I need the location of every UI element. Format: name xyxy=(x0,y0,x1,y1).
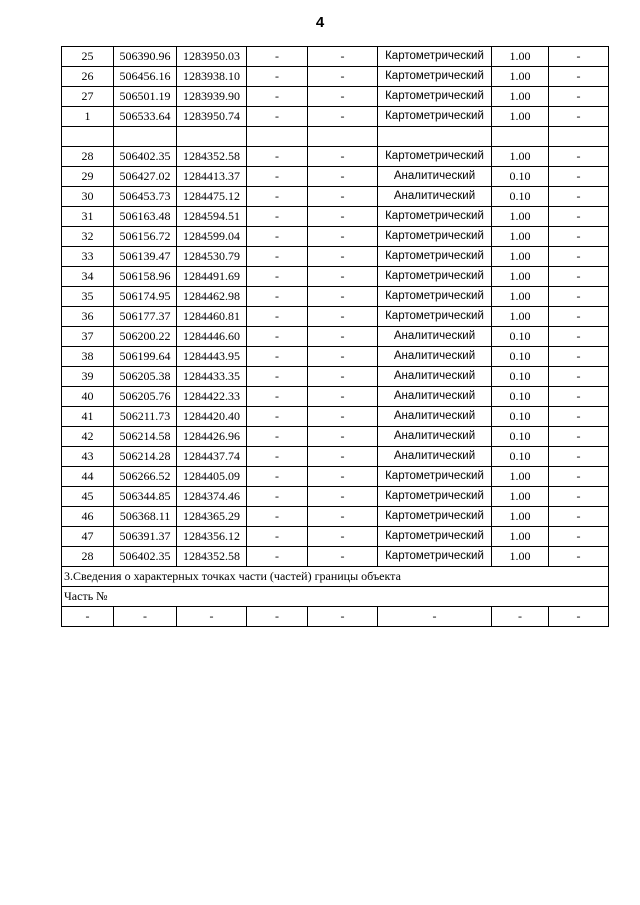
col5-value-cell: - xyxy=(308,227,378,247)
col4-value-cell: - xyxy=(247,207,308,227)
point-number-cell: 28 xyxy=(62,547,114,567)
accuracy-cell: 1.00 xyxy=(492,147,549,167)
x-coordinate-cell: 506402.35 xyxy=(114,147,177,167)
empty-cell xyxy=(378,127,492,147)
col8-value-cell: - xyxy=(549,247,609,267)
col4-value-cell: - xyxy=(247,227,308,247)
method-cell: Картометрический xyxy=(378,287,492,307)
part-label-row xyxy=(62,587,609,607)
accuracy-cell: 1.00 xyxy=(492,247,549,267)
col8-value-cell: - xyxy=(549,367,609,387)
accuracy-cell: 0.10 xyxy=(492,407,549,427)
table-row xyxy=(62,147,609,167)
col5-value-cell: - xyxy=(308,67,378,87)
point-number-cell: 46 xyxy=(62,507,114,527)
method-cell: Картометрический xyxy=(378,547,492,567)
col4-value-cell: - xyxy=(247,327,308,347)
col4-value-cell: - xyxy=(247,187,308,207)
col5-value-cell: - xyxy=(308,287,378,307)
col8-value-cell: - xyxy=(549,327,609,347)
point-number-cell: 27 xyxy=(62,87,114,107)
y-coordinate-cell: 1284422.33 xyxy=(177,387,247,407)
method-cell: Картометрический xyxy=(378,87,492,107)
table-row xyxy=(62,467,609,487)
method-cell: Аналитический xyxy=(378,407,492,427)
empty-cell xyxy=(114,127,177,147)
y-coordinate-cell: 1284594.51 xyxy=(177,207,247,227)
point-number-cell: 41 xyxy=(62,407,114,427)
table-row xyxy=(62,167,609,187)
table-row xyxy=(62,447,609,467)
col4-value-cell: - xyxy=(247,307,308,327)
y-coordinate-cell: 1284413.37 xyxy=(177,167,247,187)
x-coordinate-cell: 506139.47 xyxy=(114,247,177,267)
y-coordinate-cell: 1284352.58 xyxy=(177,147,247,167)
col8-value-cell: - xyxy=(549,447,609,467)
method-cell: Аналитический xyxy=(378,327,492,347)
point-number-cell: 25 xyxy=(62,47,114,67)
col8-value-cell: - xyxy=(549,187,609,207)
col8-value-cell: - xyxy=(549,147,609,167)
y-coordinate-cell: 1284491.69 xyxy=(177,267,247,287)
col8-value-cell: - xyxy=(549,387,609,407)
y-coordinate-cell: 1284437.74 xyxy=(177,447,247,467)
dash-cell: - xyxy=(177,607,247,627)
method-cell: Картометрический xyxy=(378,467,492,487)
x-coordinate-cell: 506402.35 xyxy=(114,547,177,567)
method-cell: Картометрический xyxy=(378,47,492,67)
x-coordinate-cell: 506174.95 xyxy=(114,287,177,307)
col5-value-cell: - xyxy=(308,527,378,547)
method-cell: Картометрический xyxy=(378,267,492,287)
empty-cell xyxy=(62,127,114,147)
col5-value-cell: - xyxy=(308,367,378,387)
col8-value-cell: - xyxy=(549,287,609,307)
col4-value-cell: - xyxy=(247,267,308,287)
y-coordinate-cell: 1284599.04 xyxy=(177,227,247,247)
col4-value-cell: - xyxy=(247,367,308,387)
accuracy-cell: 1.00 xyxy=(492,227,549,247)
method-cell: Аналитический xyxy=(378,387,492,407)
x-coordinate-cell: 506211.73 xyxy=(114,407,177,427)
col5-value-cell: - xyxy=(308,87,378,107)
accuracy-cell: 0.10 xyxy=(492,367,549,387)
table-row xyxy=(62,107,609,127)
col4-value-cell: - xyxy=(247,167,308,187)
accuracy-cell: 0.10 xyxy=(492,327,549,347)
y-coordinate-cell: 1284405.09 xyxy=(177,467,247,487)
point-number-cell: 37 xyxy=(62,327,114,347)
dash-cell: - xyxy=(378,607,492,627)
table-row xyxy=(62,507,609,527)
col5-value-cell: - xyxy=(308,347,378,367)
empty-cell xyxy=(177,127,247,147)
y-coordinate-cell: 1284460.81 xyxy=(177,307,247,327)
y-coordinate-cell: 1284374.46 xyxy=(177,487,247,507)
point-number-cell: 43 xyxy=(62,447,114,467)
col5-value-cell: - xyxy=(308,47,378,67)
table-row xyxy=(62,267,609,287)
col5-value-cell: - xyxy=(308,267,378,287)
point-number-cell: 35 xyxy=(62,287,114,307)
point-number-cell: 1 xyxy=(62,107,114,127)
method-cell: Картометрический xyxy=(378,207,492,227)
col4-value-cell: - xyxy=(247,347,308,367)
x-coordinate-cell: 506163.48 xyxy=(114,207,177,227)
table-body xyxy=(62,47,609,627)
page-number: 4 xyxy=(315,14,325,31)
section-title: 3.Сведения о характерных точках части (частей) границы объекта xyxy=(62,567,609,587)
method-cell: Аналитический xyxy=(378,187,492,207)
col5-value-cell: - xyxy=(308,187,378,207)
x-coordinate-cell: 506453.73 xyxy=(114,187,177,207)
x-coordinate-cell: 506200.22 xyxy=(114,327,177,347)
col4-value-cell: - xyxy=(247,547,308,567)
x-coordinate-cell: 506156.72 xyxy=(114,227,177,247)
point-number-cell: 38 xyxy=(62,347,114,367)
method-cell: Аналитический xyxy=(378,347,492,367)
y-coordinate-cell: 1284446.60 xyxy=(177,327,247,347)
dash-cell: - xyxy=(492,607,549,627)
table-row xyxy=(62,47,609,67)
method-cell: Аналитический xyxy=(378,427,492,447)
x-coordinate-cell: 506199.64 xyxy=(114,347,177,367)
col5-value-cell: - xyxy=(308,427,378,447)
x-coordinate-cell: 506158.96 xyxy=(114,267,177,287)
col8-value-cell: - xyxy=(549,347,609,367)
table-row xyxy=(62,87,609,107)
col8-value-cell: - xyxy=(549,167,609,187)
point-number-cell: 44 xyxy=(62,467,114,487)
table-row xyxy=(62,247,609,267)
col4-value-cell: - xyxy=(247,387,308,407)
col4-value-cell: - xyxy=(247,427,308,447)
col8-value-cell: - xyxy=(549,87,609,107)
col8-value-cell: - xyxy=(549,407,609,427)
col5-value-cell: - xyxy=(308,507,378,527)
col8-value-cell: - xyxy=(549,47,609,67)
dash-cell: - xyxy=(247,607,308,627)
y-coordinate-cell: 1284530.79 xyxy=(177,247,247,267)
col5-value-cell: - xyxy=(308,207,378,227)
y-coordinate-cell: 1284475.12 xyxy=(177,187,247,207)
table-row xyxy=(62,187,609,207)
col8-value-cell: - xyxy=(549,507,609,527)
col8-value-cell: - xyxy=(549,67,609,87)
point-number-cell: 45 xyxy=(62,487,114,507)
section-title-row xyxy=(62,567,609,587)
col5-value-cell: - xyxy=(308,307,378,327)
table-row xyxy=(62,407,609,427)
point-number-cell: 34 xyxy=(62,267,114,287)
accuracy-cell: 0.10 xyxy=(492,447,549,467)
point-number-cell: 32 xyxy=(62,227,114,247)
x-coordinate-cell: 506427.02 xyxy=(114,167,177,187)
x-coordinate-cell: 506177.37 xyxy=(114,307,177,327)
x-coordinate-cell: 506501.19 xyxy=(114,87,177,107)
method-cell: Аналитический xyxy=(378,447,492,467)
y-coordinate-cell: 1284365.29 xyxy=(177,507,247,527)
point-number-cell: 26 xyxy=(62,67,114,87)
x-coordinate-cell: 506214.28 xyxy=(114,447,177,467)
empty-cell xyxy=(492,127,549,147)
accuracy-cell: 1.00 xyxy=(492,487,549,507)
accuracy-cell: 0.10 xyxy=(492,387,549,407)
method-cell: Картометрический xyxy=(378,307,492,327)
table-row xyxy=(62,487,609,507)
table-row xyxy=(62,207,609,227)
y-coordinate-cell: 1284426.96 xyxy=(177,427,247,447)
table-row xyxy=(62,547,609,567)
dash-cell: - xyxy=(62,607,114,627)
method-cell: Картометрический xyxy=(378,67,492,87)
dash-cell: - xyxy=(308,607,378,627)
table-row xyxy=(62,287,609,307)
accuracy-cell: 0.10 xyxy=(492,187,549,207)
y-coordinate-cell: 1284420.40 xyxy=(177,407,247,427)
separator-row xyxy=(62,127,609,147)
dash-cell: - xyxy=(114,607,177,627)
method-cell: Картометрический xyxy=(378,487,492,507)
accuracy-cell: 1.00 xyxy=(492,307,549,327)
col5-value-cell: - xyxy=(308,487,378,507)
accuracy-cell: 0.10 xyxy=(492,347,549,367)
col4-value-cell: - xyxy=(247,67,308,87)
table-row xyxy=(62,347,609,367)
col4-value-cell: - xyxy=(247,507,308,527)
y-coordinate-cell: 1284433.35 xyxy=(177,367,247,387)
point-number-cell: 33 xyxy=(62,247,114,267)
empty-cell xyxy=(308,127,378,147)
x-coordinate-cell: 506456.16 xyxy=(114,67,177,87)
col8-value-cell: - xyxy=(549,427,609,447)
col5-value-cell: - xyxy=(308,467,378,487)
x-coordinate-cell: 506266.52 xyxy=(114,467,177,487)
boundary-points-table xyxy=(61,46,609,627)
table-row xyxy=(62,387,609,407)
method-cell: Картометрический xyxy=(378,507,492,527)
col8-value-cell: - xyxy=(549,527,609,547)
y-coordinate-cell: 1283950.03 xyxy=(177,47,247,67)
accuracy-cell: 1.00 xyxy=(492,87,549,107)
part-label: Часть № xyxy=(62,587,609,607)
method-cell: Картометрический xyxy=(378,227,492,247)
col8-value-cell: - xyxy=(549,227,609,247)
y-coordinate-cell: 1283950.74 xyxy=(177,107,247,127)
x-coordinate-cell: 506214.58 xyxy=(114,427,177,447)
col5-value-cell: - xyxy=(308,167,378,187)
y-coordinate-cell: 1284356.12 xyxy=(177,527,247,547)
x-coordinate-cell: 506205.38 xyxy=(114,367,177,387)
col4-value-cell: - xyxy=(247,407,308,427)
col8-value-cell: - xyxy=(549,307,609,327)
col5-value-cell: - xyxy=(308,547,378,567)
col5-value-cell: - xyxy=(308,327,378,347)
point-number-cell: 30 xyxy=(62,187,114,207)
col8-value-cell: - xyxy=(549,267,609,287)
accuracy-cell: 1.00 xyxy=(492,287,549,307)
point-number-cell: 40 xyxy=(62,387,114,407)
point-number-cell: 31 xyxy=(62,207,114,227)
accuracy-cell: 0.10 xyxy=(492,427,549,447)
x-coordinate-cell: 506368.11 xyxy=(114,507,177,527)
table-row xyxy=(62,307,609,327)
accuracy-cell: 1.00 xyxy=(492,507,549,527)
col4-value-cell: - xyxy=(247,247,308,267)
accuracy-cell: 1.00 xyxy=(492,527,549,547)
method-cell: Картометрический xyxy=(378,527,492,547)
table-row xyxy=(62,607,609,627)
empty-cell xyxy=(549,127,609,147)
point-number-cell: 47 xyxy=(62,527,114,547)
y-coordinate-cell: 1284352.58 xyxy=(177,547,247,567)
y-coordinate-cell: 1283939.90 xyxy=(177,87,247,107)
col5-value-cell: - xyxy=(308,107,378,127)
table-row xyxy=(62,67,609,87)
col8-value-cell: - xyxy=(549,467,609,487)
y-coordinate-cell: 1284462.98 xyxy=(177,287,247,307)
col4-value-cell: - xyxy=(247,47,308,67)
accuracy-cell: 1.00 xyxy=(492,547,549,567)
col4-value-cell: - xyxy=(247,487,308,507)
col8-value-cell: - xyxy=(549,207,609,227)
method-cell: Картометрический xyxy=(378,147,492,167)
x-coordinate-cell: 506344.85 xyxy=(114,487,177,507)
point-number-cell: 39 xyxy=(62,367,114,387)
accuracy-cell: 1.00 xyxy=(492,207,549,227)
method-cell: Аналитический xyxy=(378,167,492,187)
table-row xyxy=(62,227,609,247)
table-row xyxy=(62,327,609,347)
method-cell: Аналитический xyxy=(378,367,492,387)
col5-value-cell: - xyxy=(308,407,378,427)
table-row xyxy=(62,427,609,447)
accuracy-cell: 1.00 xyxy=(492,67,549,87)
col8-value-cell: - xyxy=(549,487,609,507)
col5-value-cell: - xyxy=(308,447,378,467)
x-coordinate-cell: 506533.64 xyxy=(114,107,177,127)
col8-value-cell: - xyxy=(549,547,609,567)
col4-value-cell: - xyxy=(247,447,308,467)
x-coordinate-cell: 506391.37 xyxy=(114,527,177,547)
accuracy-cell: 0.10 xyxy=(492,167,549,187)
col4-value-cell: - xyxy=(247,107,308,127)
point-number-cell: 28 xyxy=(62,147,114,167)
col4-value-cell: - xyxy=(247,527,308,547)
accuracy-cell: 1.00 xyxy=(492,107,549,127)
col4-value-cell: - xyxy=(247,287,308,307)
col5-value-cell: - xyxy=(308,387,378,407)
method-cell: Картометрический xyxy=(378,247,492,267)
accuracy-cell: 1.00 xyxy=(492,267,549,287)
y-coordinate-cell: 1284443.95 xyxy=(177,347,247,367)
dash-cell: - xyxy=(549,607,609,627)
col4-value-cell: - xyxy=(247,87,308,107)
table-row xyxy=(62,367,609,387)
col8-value-cell: - xyxy=(549,107,609,127)
col4-value-cell: - xyxy=(247,467,308,487)
x-coordinate-cell: 506205.76 xyxy=(114,387,177,407)
col4-value-cell: - xyxy=(247,147,308,167)
point-number-cell: 42 xyxy=(62,427,114,447)
col5-value-cell: - xyxy=(308,147,378,167)
table-row xyxy=(62,527,609,547)
empty-cell xyxy=(247,127,308,147)
point-number-cell: 29 xyxy=(62,167,114,187)
accuracy-cell: 1.00 xyxy=(492,47,549,67)
x-coordinate-cell: 506390.96 xyxy=(114,47,177,67)
col5-value-cell: - xyxy=(308,247,378,267)
accuracy-cell: 1.00 xyxy=(492,467,549,487)
point-number-cell: 36 xyxy=(62,307,114,327)
method-cell: Картометрический xyxy=(378,107,492,127)
y-coordinate-cell: 1283938.10 xyxy=(177,67,247,87)
